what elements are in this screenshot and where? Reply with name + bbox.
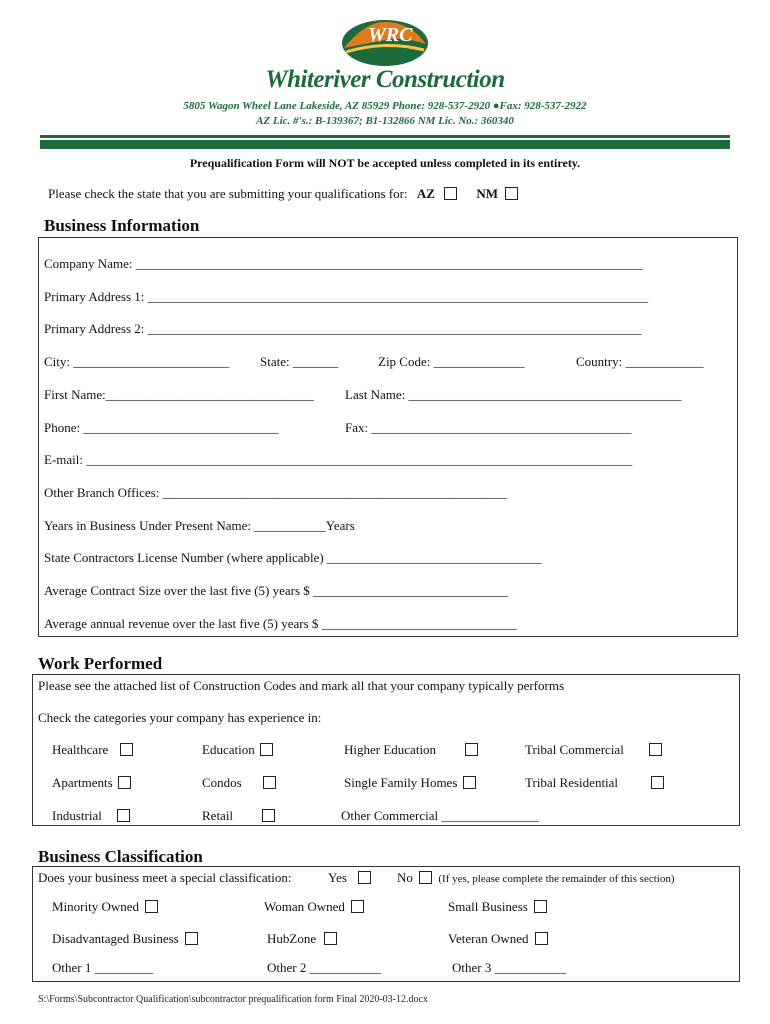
category-retail (202, 808, 275, 824)
category-label: Tribal Residential (525, 775, 619, 790)
license-number-field[interactable]: State Contractors License Number (where applicable) _________________________________ (44, 550, 542, 565)
business-info-title: Business Information (44, 216, 200, 235)
header-divider-thick (40, 140, 730, 149)
category-industrial (52, 808, 130, 824)
class-small-business-checkbox[interactable] (534, 900, 547, 913)
classification-no-checkbox[interactable] (419, 871, 432, 884)
class-other-2[interactable]: Other 2 ___________ (267, 960, 382, 975)
category-label: Condos (202, 775, 242, 790)
category-tribal-residential (525, 775, 664, 791)
state-az-checkbox[interactable] (444, 187, 457, 200)
category-single-family-checkbox[interactable] (463, 776, 476, 789)
category-apartments (52, 775, 131, 791)
class-other-1[interactable]: Other 1 _________ (52, 960, 154, 975)
company-address: 5805 Wagon Wheel Lane Lakeside, AZ 85929 Phone: 928-537-2920 ●Fax: 928-537-2922 (183, 100, 587, 112)
zip-field[interactable]: Zip Code: ______________ (378, 354, 525, 369)
company-logo (340, 18, 430, 68)
category-label: Healthcare (52, 742, 109, 757)
category-label: Single Family Homes (344, 775, 458, 790)
category-higher-education (344, 742, 478, 758)
classification-yes-checkbox[interactable] (358, 871, 371, 884)
avg-contract-field[interactable]: Average Contract Size over the last five (5) years $ ______________________________ (44, 583, 509, 598)
classification-question-label: Does your business meet a special classification: (38, 870, 292, 885)
state-prompt-label: Please check the state that you are submitting your qualifications for: (48, 186, 408, 201)
class-disadvantaged (52, 931, 198, 947)
class-veteran-owned (448, 931, 548, 947)
category-tribal-commercial (525, 742, 662, 758)
first-name-field[interactable]: First Name:________________________________ (44, 387, 314, 402)
category-label: Higher Education (344, 742, 437, 757)
footer-file-path: S:\Forms\Subcontractor Qualification\subcontractor prequalification form Final 2020-03-12.docx (38, 994, 428, 1005)
class-woman-owned-checkbox[interactable] (351, 900, 364, 913)
class-label: HubZone (267, 931, 317, 946)
class-other-3[interactable]: Other 3 ___________ (452, 960, 567, 975)
state-field[interactable]: State: _______ (260, 354, 339, 369)
years-in-business-field[interactable]: Years in Business Under Present Name: ___________Years (44, 518, 355, 533)
last-name-field[interactable]: Last Name: __________________________________________ (345, 387, 682, 402)
category-apartments-checkbox[interactable] (118, 776, 131, 789)
category-other-commercial[interactable]: Other Commercial _______________ (341, 808, 539, 823)
class-minority-owned-checkbox[interactable] (145, 900, 158, 913)
logo-text: WRC (368, 24, 413, 46)
company-name-field[interactable]: Company Name: ______________________________________________________________________________ (44, 256, 643, 271)
notice-text: Prequalification Form will NOT be accepted unless completed in its entirety. (189, 156, 581, 170)
city-field[interactable]: City: ________________________ (44, 354, 230, 369)
class-small-business (448, 899, 547, 915)
category-condos-checkbox[interactable] (263, 776, 276, 789)
category-healthcare (52, 742, 133, 758)
address1-field[interactable]: Primary Address 1: _____________________________________________________________________________ (44, 289, 649, 304)
work-performed-check-label: Check the categories your company has experience in: (38, 710, 322, 725)
fax-field[interactable]: Fax: ________________________________________ (345, 420, 632, 435)
category-tribal-residential-checkbox[interactable] (651, 776, 664, 789)
email-field[interactable]: E-mail: ____________________________________________________________________________________ (44, 452, 633, 467)
class-hubzone (267, 931, 337, 947)
class-hubzone-checkbox[interactable] (324, 932, 337, 945)
category-retail-checkbox[interactable] (262, 809, 275, 822)
classification-yes-label: Yes (328, 870, 347, 885)
state-nm-checkbox[interactable] (505, 187, 518, 200)
category-label: Industrial (52, 808, 102, 823)
category-label: Tribal Commercial (525, 742, 624, 757)
business-classification-title: Business Classification (38, 847, 203, 866)
category-label: Education (202, 742, 255, 757)
category-label: Apartments (52, 775, 113, 790)
work-performed-intro: Please see the attached list of Construction Codes and mark all that your company typically performs (38, 678, 564, 693)
category-tribal-commercial-checkbox[interactable] (649, 743, 662, 756)
avg-revenue-field[interactable]: Average annual revenue over the last five (5) years $ ______________________________ (44, 616, 517, 631)
class-label: Minority Owned (52, 899, 140, 914)
category-condos (202, 775, 276, 791)
category-education (202, 742, 273, 758)
phone-field[interactable]: Phone: ______________________________ (44, 420, 279, 435)
class-label: Woman Owned (264, 899, 345, 914)
work-performed-title: Work Performed (38, 654, 163, 673)
country-field[interactable]: Country: ____________ (576, 354, 704, 369)
header-divider (40, 135, 730, 138)
category-industrial-checkbox[interactable] (117, 809, 130, 822)
class-label: Disadvantaged Business (52, 931, 179, 946)
state-az-label: AZ (416, 186, 435, 201)
class-disadvantaged-checkbox[interactable] (185, 932, 198, 945)
classification-no (397, 870, 675, 886)
class-minority-owned (52, 899, 158, 915)
license-numbers: AZ Lic. #'s.: B-139367; B1-132866 NM Lic. No.: 360340 (256, 115, 514, 127)
category-education-checkbox[interactable] (260, 743, 273, 756)
category-label: Retail (202, 808, 234, 823)
category-single-family (344, 775, 476, 791)
classification-no-label: No (397, 870, 413, 885)
company-name: Whiteriver Construction (265, 66, 505, 93)
class-woman-owned (264, 899, 364, 915)
category-higher-education-checkbox[interactable] (465, 743, 478, 756)
category-healthcare-checkbox[interactable] (120, 743, 133, 756)
state-nm-label: NM (476, 186, 499, 201)
branch-offices-field[interactable]: Other Branch Offices: _____________________________________________________ (44, 485, 508, 500)
state-prompt (48, 186, 518, 202)
classification-yes (328, 870, 371, 886)
class-label: Veteran Owned (448, 931, 529, 946)
classification-note: (If yes, please complete the remainder of this section) (438, 873, 675, 885)
class-veteran-owned-checkbox[interactable] (535, 932, 548, 945)
address2-field[interactable]: Primary Address 2: ____________________________________________________________________________ (44, 321, 642, 336)
classification-question (38, 870, 291, 886)
class-label: Small Business (448, 899, 528, 914)
